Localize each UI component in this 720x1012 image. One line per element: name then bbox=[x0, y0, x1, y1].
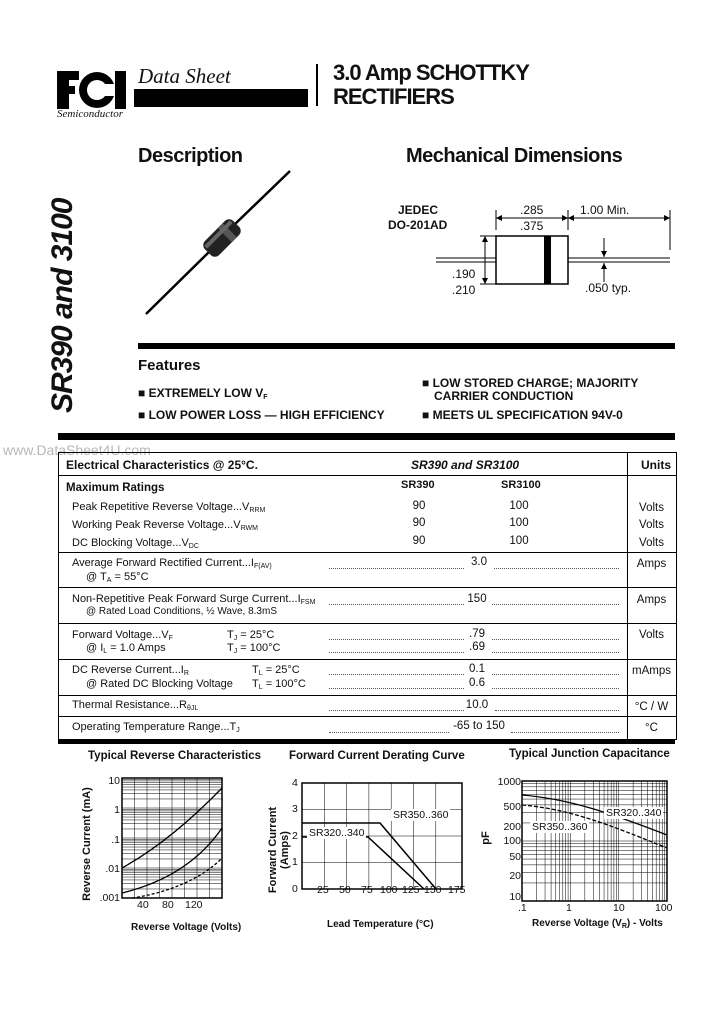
chart1-xtick: 80 bbox=[162, 899, 174, 911]
diode-image bbox=[140, 168, 300, 318]
chart2-ytick: 4 bbox=[292, 777, 298, 789]
thermal-label: Thermal $Resistance...R_{\theta JL}$ bbox=[72, 699, 199, 712]
row-value: 90 bbox=[412, 517, 426, 529]
title-line2: RECTIFIERS bbox=[333, 84, 454, 109]
col-sr390: SR390 bbox=[401, 479, 435, 491]
header-divider bbox=[316, 64, 318, 106]
thermal-unit: °C / W bbox=[634, 701, 669, 713]
row-value: 100 bbox=[509, 535, 529, 547]
chart3 bbox=[500, 773, 675, 913]
chart1-ytick: .1 bbox=[111, 834, 120, 846]
surge-cond: @ Rated Load Conditions, ½ Wave, 8.3mS bbox=[86, 606, 277, 617]
chart3-ytick: 100 bbox=[503, 835, 521, 847]
row-unit: Volts bbox=[639, 519, 664, 531]
chart1-ytick: .01 bbox=[105, 863, 120, 875]
fv-label: Forward $Voltage...V_F$ bbox=[72, 629, 173, 642]
chart3-ylabel: pF bbox=[480, 831, 492, 845]
rc-label: DC Reverse $Current...I_R$ bbox=[72, 664, 189, 677]
doc-type: Data Sheet bbox=[138, 64, 231, 88]
table-header-mid: SR390 and SR3100 bbox=[411, 458, 520, 472]
chart2-ytick: 2 bbox=[292, 830, 298, 842]
electrical-table bbox=[58, 452, 677, 740]
chart3-xtick: 100 bbox=[655, 902, 673, 914]
chart2-title: Forward Current Derating Curve bbox=[289, 750, 465, 762]
table-header-units: Units bbox=[641, 458, 671, 472]
chart2-xtick: 75 bbox=[361, 884, 373, 896]
avg-current-unit: Amps bbox=[636, 558, 667, 570]
dim-dia-top: .190 bbox=[452, 267, 476, 281]
fv-unit: Volts bbox=[639, 629, 664, 641]
features-rule bbox=[138, 343, 675, 349]
rc-unit: mAmps bbox=[632, 665, 671, 677]
chart1-xlabel: Reverse Voltage (Volts) bbox=[131, 922, 242, 933]
chart2-xlabel: Lead Temperature (°C) bbox=[327, 919, 434, 930]
table-header-left: Electrical Characteristics @ 25°C. bbox=[66, 458, 258, 472]
row-unit: Volts bbox=[639, 537, 664, 549]
chart3-series-label: SR350..360 bbox=[532, 821, 588, 833]
features-heading: Features bbox=[138, 357, 201, 374]
avg-current-cond: @ $T_A = 55^\circ C$ bbox=[86, 571, 149, 584]
feature-item: ■ LOW STORED CHARGE; MAJORITY bbox=[422, 376, 639, 390]
chart3-xtick: 10 bbox=[613, 902, 625, 914]
fv-value-25: .79 bbox=[469, 628, 485, 640]
chart3-ytick: 10 bbox=[509, 891, 521, 903]
feature-item: ■ MEETS UL SPECIFICATION 94V-0 bbox=[422, 408, 623, 422]
row-value: 100 bbox=[509, 500, 529, 512]
bullet-icon: ■ bbox=[422, 408, 433, 422]
col-sr3100: SR3100 bbox=[501, 479, 541, 491]
chart1-ytick: 1 bbox=[114, 804, 120, 816]
chart3-ytick: 50 bbox=[509, 851, 521, 863]
fv-t1: $T_J = 25^\circ C$ bbox=[227, 629, 275, 642]
dim-length-top: .285 bbox=[520, 203, 544, 217]
chart3-ytick: 500 bbox=[503, 801, 521, 813]
surge-label: Non-Repetitive Peak Forward Surge $Current...I_{FSM}$ bbox=[72, 593, 316, 606]
chart1-ylabel: Reverse Current (mA) bbox=[81, 787, 93, 901]
package-label: DO-201AD bbox=[388, 218, 448, 232]
chart2-xtick: 125 bbox=[402, 884, 420, 896]
row-unit: Volts bbox=[639, 502, 664, 514]
title-line1: 3.0 Amp SCHOTTKY bbox=[333, 60, 529, 85]
chart3-ytick: 200 bbox=[503, 821, 521, 833]
chart3-ytick: 1000 bbox=[497, 776, 521, 788]
dim-dia-bottom: .210 bbox=[452, 283, 476, 297]
surge-value: 150 bbox=[467, 593, 487, 605]
row-label: Peak Repetitive Reverse $Voltage...V_{RRM}$ bbox=[72, 501, 266, 514]
description-heading: Description bbox=[138, 145, 243, 167]
surge-unit: Amps bbox=[636, 594, 667, 606]
chart2-ytick: 0 bbox=[292, 883, 298, 895]
fv-t2: $T_J = 100^\circ C$ bbox=[227, 642, 281, 655]
chart2-series-label: SR350..360 bbox=[393, 809, 449, 821]
table-top-rule bbox=[58, 433, 675, 440]
rc-t2: $T_L = 100^\circ C$ bbox=[252, 678, 306, 691]
fv-cond: @ $I_L = 1.0$ Amps bbox=[86, 642, 166, 655]
logo-subtext: Semiconductor bbox=[57, 108, 123, 120]
chart1-title: Typical Reverse Characteristics bbox=[88, 750, 262, 762]
header-bar bbox=[134, 89, 308, 107]
chart1-xtick: 120 bbox=[185, 899, 203, 911]
jedec-label: JEDEC bbox=[398, 203, 439, 217]
charts-rule bbox=[58, 740, 675, 744]
op-temp-value: -65 to 150 bbox=[453, 720, 505, 732]
fv-value-100: .69 bbox=[469, 641, 485, 653]
chart2-xtick: 150 bbox=[424, 884, 442, 896]
chart3-xtick: 1 bbox=[566, 902, 572, 914]
chart3-title: Typical Junction Capacitance bbox=[509, 748, 670, 760]
chart3-series-label: SR320..340 bbox=[606, 807, 662, 819]
side-title: SR390 and 3100 bbox=[46, 198, 79, 413]
rc-value-100: 0.6 bbox=[469, 677, 485, 689]
feature-item-cont: CARRIER CONDUCTION bbox=[434, 389, 574, 403]
row-value: 100 bbox=[509, 517, 529, 529]
dim-lead: 1.00 Min. bbox=[580, 203, 630, 217]
avg-current-value: 3.0 bbox=[471, 556, 487, 568]
op-temp-label: Operating Temperature $Range...T_J$ bbox=[72, 721, 240, 734]
thermal-value: 10.0 bbox=[465, 699, 489, 711]
chart1-ytick: .001 bbox=[99, 892, 120, 904]
row-label: DC Blocking $Voltage...V_{DC}$ bbox=[72, 537, 199, 550]
chart2-xtick: 100 bbox=[380, 884, 398, 896]
feature-item: ■ EXTREMELY LOW $V_F$ bbox=[138, 386, 268, 401]
chart1-ytick: 10 bbox=[108, 775, 120, 787]
chart2-ylabel: Forward Current (Amps) bbox=[267, 806, 291, 894]
rc-t1: $T_L = 25^\circ C$ bbox=[252, 664, 300, 677]
dim-length-bottom: .375 bbox=[520, 219, 544, 233]
rc-value-25: 0.1 bbox=[469, 663, 485, 675]
avg-current-label: Average Forward Rectified $Current...I_{F(AV)}$ bbox=[72, 557, 272, 570]
row-value: 90 bbox=[412, 500, 426, 512]
dim-wire: .050 typ. bbox=[585, 281, 632, 295]
bullet-icon: ■ bbox=[138, 408, 149, 422]
chart3-xtick: .1 bbox=[518, 902, 527, 914]
feature-item: ■ LOW POWER LOSS — HIGH EFFICIENCY bbox=[138, 408, 385, 422]
chart3-ytick: 20 bbox=[509, 870, 521, 882]
bullet-icon: ■ bbox=[138, 386, 149, 400]
rc-cond: @ Rated DC Blocking Voltage bbox=[86, 678, 233, 690]
row-label: Working Peak Reverse $Voltage...V_{RWM}$ bbox=[72, 519, 258, 532]
mechanical-heading: Mechanical Dimensions bbox=[406, 145, 623, 167]
watermark: www.DataSheet4U.com bbox=[3, 442, 151, 458]
max-ratings-label: Maximum Ratings bbox=[66, 482, 165, 494]
chart3-xlabel: Reverse Voltage $(V_R)$ - Volts bbox=[532, 918, 663, 930]
chart2-ytick: 1 bbox=[292, 856, 298, 868]
bullet-icon: ■ bbox=[422, 376, 433, 390]
row-value: 90 bbox=[412, 535, 426, 547]
chart2-series-label: SR320..340 bbox=[309, 827, 365, 839]
chart2-xtick: 25 bbox=[317, 884, 329, 896]
chart2-xtick: 175 bbox=[448, 884, 466, 896]
op-temp-unit: °C bbox=[645, 722, 658, 734]
chart2-ytick: 3 bbox=[292, 803, 298, 815]
chart1-xtick: 40 bbox=[137, 899, 149, 911]
chart2-xtick: 50 bbox=[339, 884, 351, 896]
